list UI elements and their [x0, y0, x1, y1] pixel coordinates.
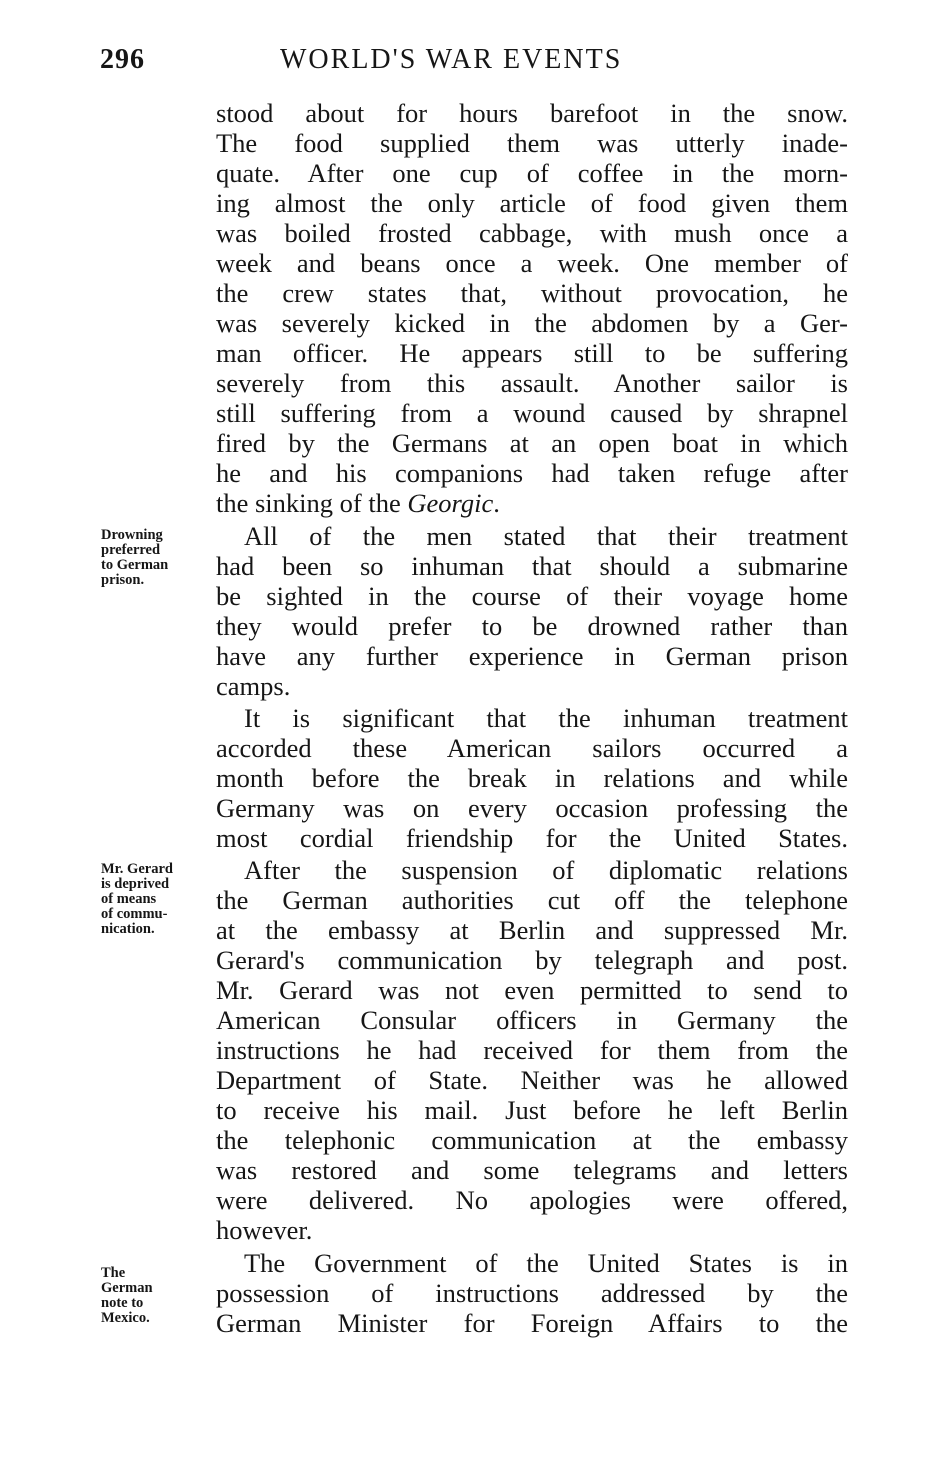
text-line: After the suspension of diplomatic relations — [244, 855, 848, 885]
text-line: however. — [216, 1215, 313, 1245]
text-line: he and his companions had taken refuge after — [216, 458, 848, 488]
text-line: Mr. Gerard was not even permitted to send to — [216, 975, 848, 1005]
text-line: at the embassy at Berlin and suppressed Mr. — [216, 915, 848, 945]
text-line: week and beans once a week. One member of — [216, 248, 848, 278]
text-line: the telephonic communication at the embassy — [216, 1125, 848, 1155]
text-line: fired by the Germans at an open boat in which — [216, 428, 848, 458]
text-line: American Consular officers in Germany the — [216, 1005, 848, 1035]
side-note-drowning: Drowning preferred to German prison. — [101, 527, 169, 588]
text-line: All of the men stated that their treatment — [244, 521, 848, 551]
text-line: quate. After one cup of coffee in the morn- — [216, 158, 848, 188]
ship-name: Georgic — [407, 488, 494, 518]
text-line: severely from this assault. Another sailor is — [216, 368, 848, 398]
side-note-gerard: Mr. Gerard is deprived of means of commu- nication. — [101, 861, 173, 937]
text-line: Gerard's communication by telegraph and post. — [216, 945, 848, 975]
text-line: accorded these American sailors occurred a — [216, 733, 848, 763]
text-line: month before the break in relations and while — [216, 763, 848, 793]
text-line: have any further experience in German prison — [216, 641, 848, 671]
text-line: the crew states that, without provocation, he — [216, 278, 848, 308]
text-line: ing almost the only article of food given them — [216, 188, 848, 218]
text-line: stood about for hours barefoot in the snow. — [216, 98, 848, 128]
text-line: possession of instructions addressed by the — [216, 1278, 848, 1308]
text-line: man officer. He appears still to be suffering — [216, 338, 848, 368]
text-line: It is significant that the inhuman treatment — [244, 703, 848, 733]
text-line: camps. — [216, 671, 291, 701]
text-line: The Government of the United States is in — [244, 1248, 848, 1278]
text-line: they would prefer to be drowned rather than — [216, 611, 848, 641]
text-line: had been so inhuman that should a submarine — [216, 551, 848, 581]
text-line: to receive his mail. Just before he left Berlin — [216, 1095, 848, 1125]
page-number: 296 — [100, 44, 145, 75]
text-line: be sighted in the course of their voyage home — [216, 581, 848, 611]
side-note-mexico: The German note to Mexico. — [101, 1265, 153, 1326]
text-line: was severely kicked in the abdomen by a Ger- — [216, 308, 848, 338]
text-line: was restored and some telegrams and letters — [216, 1155, 848, 1185]
text-line: German Minister for Foreign Affairs to the — [216, 1308, 848, 1338]
text-line: Department of State. Neither was he allowed — [216, 1065, 848, 1095]
text-line: instructions he had received for them from the — [216, 1035, 848, 1065]
page-header — [0, 44, 950, 84]
text-line: were delivered. No apologies were offered, — [216, 1185, 848, 1215]
text-line: The food supplied them was utterly inade- — [216, 128, 848, 158]
text-line: still suffering from a wound caused by shrapnel — [216, 398, 848, 428]
running-title: WORLD'S WAR EVENTS — [280, 44, 623, 75]
text-line: most cordial friendship for the United States. — [216, 823, 848, 853]
text-line: the sinking of the Georgic. — [216, 488, 500, 518]
text-line: was boiled frosted cabbage, with mush once a — [216, 218, 848, 248]
text-line: the German authorities cut off the telephone — [216, 885, 848, 915]
text-line: Germany was on every occasion professing the — [216, 793, 848, 823]
